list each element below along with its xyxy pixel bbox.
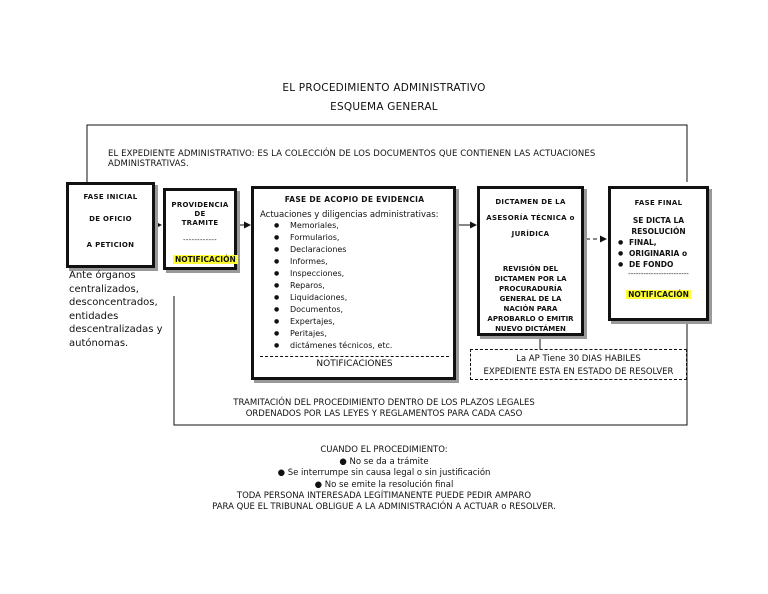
list-item: ● Expertajes,: [260, 316, 449, 328]
amparo-item-text: No se emite la resolución final: [324, 480, 454, 490]
list-item: ● Peritajes,: [260, 328, 449, 340]
dictamen-line3: JURÍDICA: [511, 230, 550, 238]
providencia-notification: NOTIFICACIÓN: [175, 255, 236, 264]
list-item: ● Documentos,: [260, 304, 449, 316]
plazo-line1: La AP Tiene 30 DIAS HABILES: [516, 354, 641, 364]
fase-final-text: SE DICTA LA RESOLUCIÓN: [631, 216, 686, 236]
dictamen-box: [477, 186, 584, 336]
amparo-item-3: ● No se emite la resolución final: [314, 480, 454, 490]
amparo-line1: TODA PERSONA INTERESADA LEGÍTIMANENTE PUEDE PEDIR AMPARO: [236, 491, 532, 501]
acopio-box: [251, 186, 456, 380]
list-item: ● Inspecciones,: [260, 268, 449, 280]
page-title: EL PROCEDIMIENTO ADMINISTRATIVO: [282, 82, 486, 94]
dictamen-line1: DICTAMEN DE LA: [495, 198, 566, 206]
list-item: ● FINAL,: [615, 237, 702, 248]
fase-inicial-oficio: DE OFICIO: [89, 215, 132, 223]
fase-inicial-title: FASE INICIAL: [83, 193, 138, 201]
providencia-line1: PROVIDENCIA: [171, 201, 229, 209]
page-subtitle: ESQUEMA GENERAL: [330, 101, 438, 113]
list-item: ● Formularios,: [260, 232, 449, 244]
expediente-definition: EL EXPEDIENTE ADMINISTRATIVO: ES LA COLECCIÓN DE LOS DOCUMENTOS QUE CONTIENEN LAS ACTUACIONES ADMINISTRATIVAS.: [108, 149, 596, 169]
acopio-title: FASE DE ACOPIO DE EVIDENCIA: [284, 195, 425, 204]
providencia-line3: TRAMITE: [181, 219, 219, 227]
plazo-box: [470, 349, 687, 380]
list-item: ● DE FONDO: [615, 259, 702, 270]
amparo-item-1: ● No se da a trámite: [339, 457, 429, 467]
list-item: ● Liquidaciones,: [260, 292, 449, 304]
fase-final-list: [615, 237, 702, 270]
providencia-box: [163, 188, 237, 270]
fase-final-notification: NOTIFICACIÓN: [628, 290, 689, 299]
dictamen-line2: ASESORÍA TÉCNICA o: [486, 214, 575, 222]
list-item: ● Memoriales,: [260, 220, 449, 232]
providencia-line2: DE: [194, 210, 206, 218]
fase-inicial-peticion: A PETICION: [86, 241, 135, 249]
list-item: ● Declaraciones: [260, 244, 449, 256]
tramitacion-note: TRAMITACIÓN DEL PROCEDIMIENTO DENTRO DE LOS PLAZOS LEGALES ORDENADOS POR LAS LEYES Y REGLAMENTOS PARA CADA CASO: [233, 398, 535, 420]
amparo-item-text: Se interrumpe sin causa legal o sin justificación: [287, 468, 491, 478]
amparo-item-text: No se da a trámite: [349, 457, 429, 467]
amparo-line2: PARA QUE EL TRIBUNAL OBLIGUE A LA ADMINISTRACIÓN A ACTUAR o RESOLVER.: [212, 502, 556, 512]
dictamen-revision: REVISIÓN DEL DICTAMEN POR LA PROCURADURÍA GENERAL DE LA NACIÓN PARA APROBARLO O EMITIR NUEVO DICTÁMEN: [487, 265, 574, 333]
list-item: ● dictámenes técnicos, etc.: [260, 340, 449, 352]
fase-inicial-box: [66, 182, 155, 268]
list-item: ● ORIGINARIA o: [615, 248, 702, 259]
acopio-list: [260, 220, 449, 352]
acopio-intro: Actuaciones y diligencias administrativas:: [260, 210, 439, 220]
amparo-item-2: ● Se interrumpe sin causa legal o sin justificación: [277, 468, 491, 478]
fase-final-title: FASE FINAL: [634, 199, 683, 207]
fase-final-box: [608, 186, 709, 321]
plazo-line2: EXPEDIENTE ESTA EN ESTADO DE RESOLVER: [483, 366, 674, 377]
providencia-divider: ------------: [183, 236, 217, 244]
list-item: ● Reparos,: [260, 280, 449, 292]
acopio-notificaciones: NOTIFICACIONES: [260, 356, 449, 369]
amparo-heading: CUANDO EL PROCEDIMIENTO:: [320, 445, 448, 455]
organos-note: Ante órganos centralizados, desconcentrados, entidades descentralizadas y autónomas.: [69, 270, 163, 349]
list-item: ● Informes,: [260, 256, 449, 268]
fase-final-divider: ------------------------: [628, 270, 689, 278]
